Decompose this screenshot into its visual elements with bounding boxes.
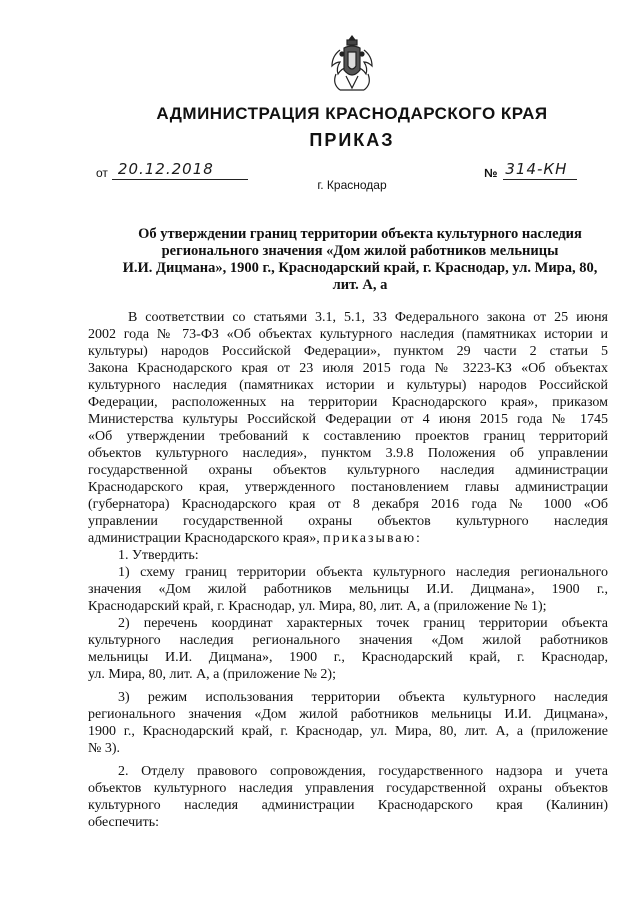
document-subject xyxy=(100,226,620,294)
body-line: ул. Мира, 80, лит. А, а (приложение № 2); xyxy=(88,667,336,682)
body-line: регионального значения «Дом жилой работников мельницы И.И. Дицмана», xyxy=(88,707,608,722)
date-prefix: от xyxy=(96,166,108,180)
body-line: 1900 г., Краснодарский край, г. Краснодар, ул. Мира, 80, лит. А, а (приложение xyxy=(88,724,608,739)
subject-line: Об утверждении границ территории объекта культурного наследия xyxy=(138,226,582,242)
date-line xyxy=(96,160,248,180)
body-line: культуры) народов Российской Федерации», пунктом 29 части 2 статьи 5 xyxy=(88,344,608,359)
body-line: объектов культурного наследия», пунктом 3.9.8 Положения об управлении xyxy=(88,446,608,461)
body-line: государственной охраны объектов культурного наследия администрации xyxy=(88,463,608,478)
preamble-last: администрации Краснодарского края», xyxy=(88,531,320,546)
body-line: Министерства культуры Российской Федерации от 4 июня 2015 года № 1745 xyxy=(88,412,608,427)
item-title: 1. Утвердить: xyxy=(118,548,199,563)
city: г. Краснодар xyxy=(317,178,387,192)
body-line: В соответствии со статьями 3.1, 5.1, 33 Федерального закона от 25 июня xyxy=(128,310,608,325)
subject-line: И.И. Дицмана», 1900 г., Краснодарский край, г. Краснодар, ул. Мира, 80, xyxy=(122,260,598,276)
body-line: обеспечить: xyxy=(88,815,159,830)
body-line: Закона Краснодарского края от 23 июля 2015 года № 3223-КЗ «Об объектах xyxy=(88,361,608,376)
body-line: культурного наследия регионального значения «Дом жилой работников xyxy=(88,633,608,648)
body-line: 3) режим использования территории объекта культурного наследия xyxy=(118,690,608,705)
body-line: Федерации, расположенных на территории Краснодарского края», приказом xyxy=(88,395,608,410)
date-value: 20.12.2018 xyxy=(112,160,248,180)
subject-line: лит. А, а xyxy=(332,277,388,293)
number-prefix: № xyxy=(484,166,498,180)
body-line: 2) перечень координат характерных точек границ территории объекта xyxy=(118,616,608,631)
body-line: 2002 года № 73-ФЗ «Об объектах культурного наследия (памятниках истории и xyxy=(88,327,608,342)
number-value: 314-КН xyxy=(503,160,577,180)
number-line xyxy=(484,160,577,180)
body-line: мельницы И.И. Дицмана», 1900 г., Краснодарский край, г. Краснодар, xyxy=(88,650,608,665)
organization-title: АДМИНИСТРАЦИЯ КРАСНОДАРСКОГО КРАЯ xyxy=(156,104,548,123)
subject-line: регионального значения «Дом жилой работников мельницы xyxy=(161,243,559,259)
decree-word: приказываю: xyxy=(323,531,422,546)
body-line: управлении государственной охраны объектов культурного наследия xyxy=(88,514,608,529)
body-line: Краснодарского края, утвержденного постановлением главы администрации xyxy=(88,480,608,495)
body-line: культурного наследия (памятниках истории и культуры) народов Российской xyxy=(88,378,608,393)
document-body xyxy=(88,309,608,831)
body-line: 2. Отделу правового сопровождения, государственного надзора и учета xyxy=(118,764,608,779)
body-line: объектов культурного наследия управления государственной охраны объектов xyxy=(88,781,608,796)
document-type: ПРИКАЗ xyxy=(309,130,395,150)
body-line xyxy=(88,530,608,547)
body-line: культурного наследия администрации Краснодарского края (Калинин) xyxy=(88,798,608,813)
coat-of-arms-icon xyxy=(326,32,378,96)
body-line: Краснодарский край, г. Краснодар, ул. Мира, 80, лит. А, а (приложение № 1); xyxy=(88,599,547,614)
body-line: (губернатора) Краснодарского края от 8 декабря 2016 года № 1000 «Об xyxy=(88,497,608,512)
body-line: № 3). xyxy=(88,741,121,756)
body-line: «Об утверждении требований к составлению проектов границ территорий xyxy=(88,429,608,444)
body-line: значения «Дом жилой работников мельницы И.И. Дицмана», 1900 г., xyxy=(88,582,608,597)
body-line: 1) схему границ территории объекта культурного наследия регионального xyxy=(118,565,608,580)
